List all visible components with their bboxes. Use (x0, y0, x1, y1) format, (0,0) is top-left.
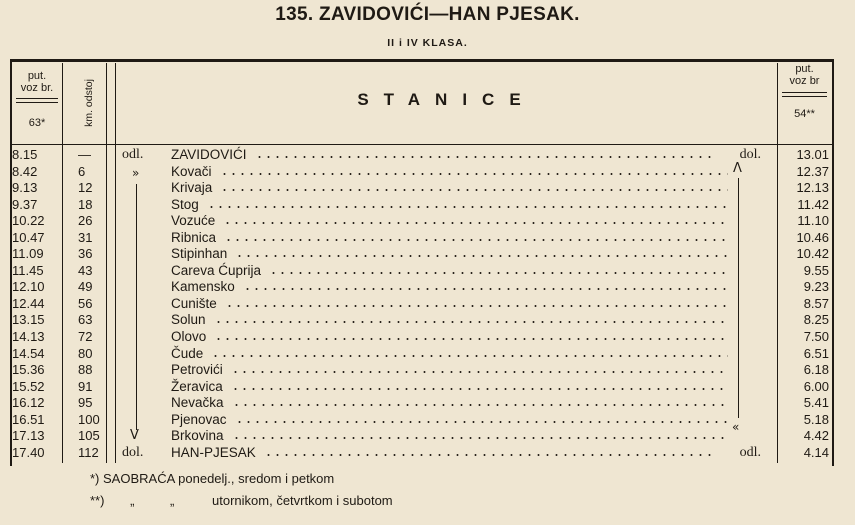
table-row (10, 329, 834, 346)
station-name: ZAVIDOVIĆI (171, 147, 247, 162)
dot-leader (235, 255, 728, 257)
dot-leader (235, 421, 728, 423)
arrival-time: 9.55 (803, 262, 829, 278)
up-direction-line (738, 178, 739, 418)
dot-leader (224, 239, 728, 241)
departure-time: 17.40 (12, 444, 45, 460)
page-title: 135. ZAVIDOVIĆI—HAN PJESAK. (275, 4, 580, 25)
distance-km: 100 (78, 411, 100, 427)
departure-time: 8.42 (12, 163, 38, 179)
table-row (10, 230, 834, 247)
departure-time: 14.54 (12, 345, 45, 361)
station-name: HAN-PJESAK (171, 444, 256, 460)
distance-km: 95 (78, 395, 93, 411)
footnote-2: **) „ „ utornikom, četvrtkom i subotom (90, 493, 393, 508)
dot-leader (223, 222, 728, 224)
arrival-time: 11.10 (797, 213, 829, 229)
dot-leader (264, 454, 715, 456)
departure-time: 8.15 (12, 147, 38, 162)
arrival-time: 11.42 (797, 196, 829, 212)
dot-leader (231, 388, 728, 390)
down-chevron-icon: » (132, 166, 140, 180)
departure-time: 15.36 (12, 362, 45, 378)
header-rule (782, 92, 827, 97)
station-name: Stipinhan (171, 246, 228, 262)
dot-leader (225, 305, 728, 307)
table-row (10, 362, 834, 379)
table-row (10, 246, 834, 263)
station-name: Cunište (171, 295, 217, 311)
station-name: Žeravica (171, 378, 223, 394)
table-row (10, 412, 834, 429)
distance-km: 80 (78, 345, 93, 361)
table-row (10, 346, 834, 363)
station-name: Petrovići (171, 362, 223, 378)
stations-header: STANICE (357, 90, 536, 109)
left-marker: odl. (122, 147, 144, 162)
right-train-header: put. voz br (789, 63, 820, 87)
dot-leader (207, 206, 728, 208)
arrival-time: 4.14 (803, 444, 829, 460)
table-row (10, 180, 834, 197)
distance-km: 18 (78, 196, 93, 212)
station-name: Careva Ćuprija (171, 262, 262, 278)
station-name: Kamensko (171, 279, 235, 295)
header-separator (10, 144, 834, 145)
table-row (10, 312, 834, 329)
table-row (10, 296, 834, 313)
arrival-time: 8.25 (803, 312, 829, 328)
left-marker: dol. (122, 444, 144, 460)
footnote-1: *) SAOBRAĆA ponedelj., sredom i petkom (90, 471, 335, 486)
departure-time: 16.51 (12, 411, 45, 427)
distance-km: 49 (78, 279, 93, 295)
arrival-time: 13.01 (796, 147, 829, 162)
distance-km: 63 (78, 312, 93, 328)
distance-km: 88 (78, 362, 93, 378)
arrival-time: 6.00 (803, 378, 829, 394)
departure-time: 12.10 (12, 279, 45, 295)
dot-leader (232, 437, 728, 439)
departure-time: 9.37 (12, 196, 38, 212)
station-name: Vozuće (171, 213, 216, 229)
station-name: Brkovina (171, 428, 224, 444)
right-train-number: 54** (794, 108, 815, 120)
arrival-time: 5.41 (803, 395, 829, 411)
arrival-time: 5.18 (803, 411, 829, 427)
arrival-time: 6.51 (803, 345, 829, 361)
table-row (10, 213, 834, 230)
right-marker: odl. (739, 444, 761, 460)
arrival-time: 12.37 (796, 163, 829, 179)
station-name: Čude (171, 345, 204, 361)
arrival-time: 6.18 (803, 362, 829, 378)
station-name: Nevačka (171, 395, 224, 411)
station-name: Ribnica (171, 229, 217, 245)
header-rule (16, 98, 58, 103)
dot-leader (214, 321, 728, 323)
distance-km: 43 (78, 262, 93, 278)
arrival-time: 8.57 (803, 295, 829, 311)
departure-time: 13.15 (12, 312, 45, 328)
up-arrow-icon: Λ (733, 161, 742, 176)
table-row (10, 279, 834, 296)
departure-time: 14.13 (12, 329, 45, 345)
dot-leader (214, 338, 728, 340)
departure-time: 17.13 (12, 428, 45, 444)
station-name: Solun (171, 312, 206, 328)
station-name: Stog (171, 196, 199, 212)
dot-leader (220, 189, 728, 191)
table-row (10, 147, 834, 164)
dot-leader (269, 272, 728, 274)
distance-km: 91 (78, 378, 93, 394)
dot-leader (255, 156, 715, 158)
departure-time: 16.12 (12, 395, 45, 411)
arrival-time: 12.13 (796, 180, 829, 196)
departure-time: 10.22 (12, 213, 45, 229)
arrival-time: 10.42 (796, 246, 829, 262)
station-name: Krivaja (171, 180, 213, 196)
distance-km: 31 (78, 229, 93, 245)
down-direction-line (136, 184, 137, 430)
station-name: Olovo (171, 329, 207, 345)
distance-km: 112 (78, 444, 99, 460)
timetable-rows (10, 147, 834, 461)
arrival-time: 9.23 (803, 279, 829, 295)
station-name: Pjenovac (171, 411, 227, 427)
distance-km: 26 (78, 213, 93, 229)
station-name: Kovači (171, 163, 212, 179)
dot-leader (220, 173, 728, 175)
distance-km: 12 (78, 180, 93, 196)
distance-km: 36 (78, 246, 93, 262)
arrival-time: 10.46 (796, 229, 829, 245)
distance-km: 105 (78, 428, 100, 444)
right-marker: dol. (739, 147, 761, 162)
dot-leader (211, 355, 728, 357)
distance-km: 6 (78, 163, 86, 179)
arrival-time: 4.42 (803, 428, 829, 444)
km-header: km. odstoj (83, 79, 95, 127)
table-row (10, 395, 834, 412)
departure-time: 9.13 (12, 180, 38, 196)
left-train-header: put. voz br. (20, 70, 54, 94)
distance-km: 72 (78, 329, 93, 345)
arrival-time: 7.50 (803, 329, 829, 345)
dot-leader (231, 371, 728, 373)
down-arrow-icon: V (130, 428, 139, 443)
left-train-number: 63* (28, 117, 46, 129)
dot-leader (232, 404, 728, 406)
up-chevron-icon: « (732, 420, 740, 434)
table-row (10, 263, 834, 280)
departure-time: 12.44 (12, 295, 45, 311)
page-subtitle: II i IV KLASA. (387, 37, 468, 49)
departure-time: 11.09 (12, 246, 44, 262)
distance-km: — (78, 147, 91, 162)
departure-time: 10.47 (12, 229, 45, 245)
dot-leader (243, 288, 728, 290)
distance-km: 56 (78, 295, 93, 311)
table-row (10, 197, 834, 214)
departure-time: 11.45 (12, 262, 44, 278)
table-row (10, 379, 834, 396)
departure-time: 15.52 (12, 378, 45, 394)
table-row (10, 445, 834, 462)
